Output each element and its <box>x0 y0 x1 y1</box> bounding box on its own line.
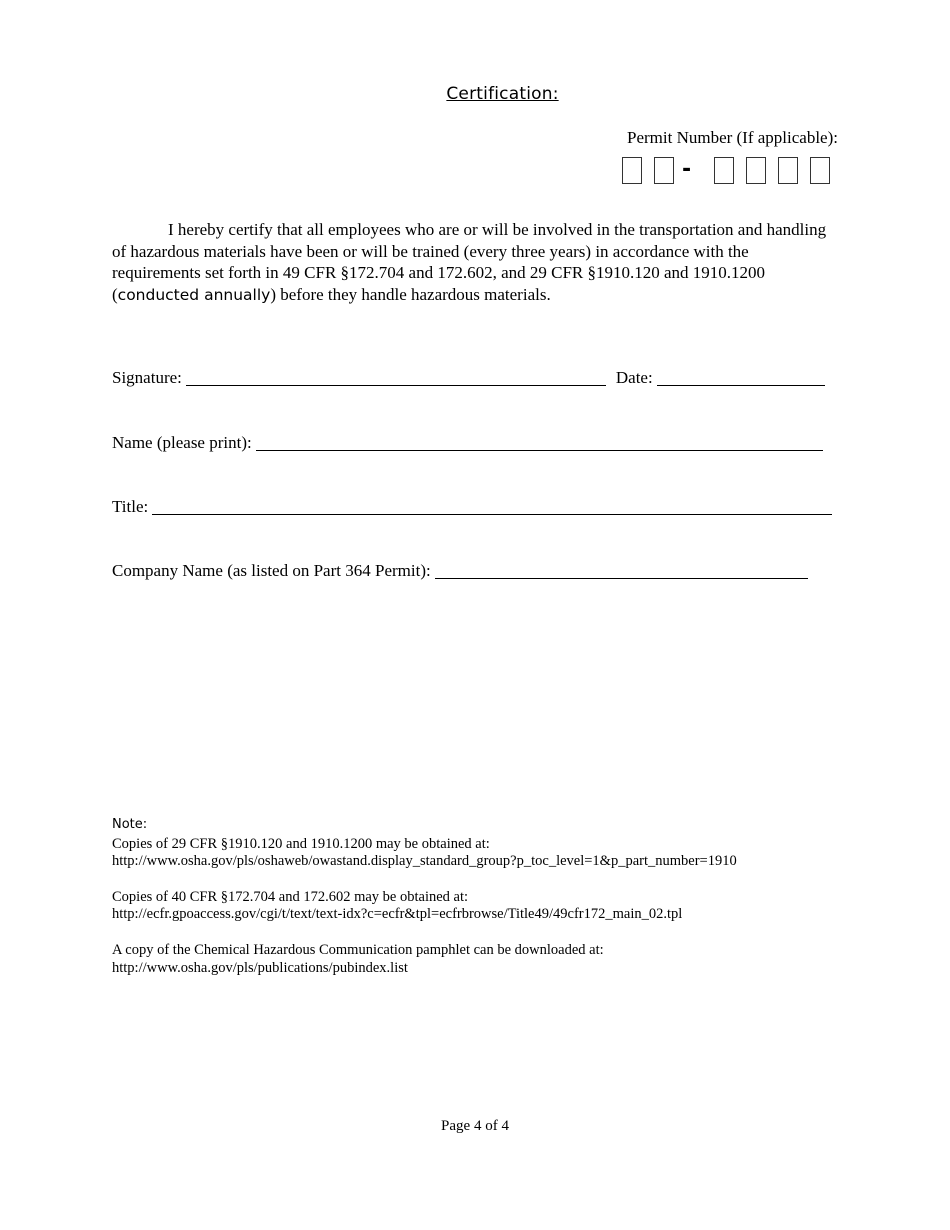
signature-row <box>112 368 825 388</box>
company-label: Company Name (as listed on Part 364 Permit): <box>112 561 431 580</box>
note-heading: Note: <box>112 817 148 832</box>
permit-number-label: Permit Number (If applicable): <box>626 128 838 147</box>
note-link[interactable]: http://www.osha.gov/pls/oshaweb/owastand.display_standard_group?p_toc_level=1&p_part_number=1910 <box>112 853 737 869</box>
signature-field[interactable] <box>186 384 606 386</box>
signature-label: Signature: <box>112 368 182 387</box>
note-text: Copies of 29 CFR §1910.120 and 1910.1200 may be obtained at: <box>112 836 490 852</box>
permit-digit-box-3[interactable] <box>714 157 734 184</box>
permit-digit-box-4[interactable] <box>746 157 766 184</box>
permit-digit-box-1[interactable] <box>622 157 642 184</box>
title-field[interactable] <box>152 513 832 515</box>
name-label: Name (please print): <box>112 433 252 452</box>
note-text: A copy of the Chemical Hazardous Communication pamphlet can be downloaded at: <box>112 942 604 958</box>
name-field[interactable] <box>256 449 823 451</box>
permit-digit-box-5[interactable] <box>778 157 798 184</box>
date-label: Date: <box>615 368 653 387</box>
name-row <box>112 433 823 453</box>
note-text: Copies of 40 CFR §172.704 and 172.602 may be obtained at: <box>112 889 469 905</box>
certification-text-before: I hereby certify that all employees who are or will be involved in the transportation and handling of hazardous materials have been or will be trained (every three years) in accordance with the requirements set forth in 49 CFR §172.704 and 172.602, and 29 CFR §1910.120 and 1910.1200 ( <box>112 220 827 304</box>
note-link[interactable]: http://www.osha.gov/pls/publications/pubindex.list <box>112 960 408 976</box>
page-title: Certification: <box>446 84 559 104</box>
permit-digit-box-6[interactable] <box>810 157 830 184</box>
title-row <box>112 497 832 517</box>
permit-separator: - <box>682 157 692 182</box>
company-row <box>112 561 808 581</box>
date-field[interactable] <box>657 384 825 386</box>
company-field[interactable] <box>435 577 808 579</box>
permit-number-input-group <box>622 157 842 187</box>
certification-statement <box>112 219 840 306</box>
certification-emphasis: conducted annually <box>117 285 271 304</box>
certification-text-after: ) before they handle hazardous materials. <box>270 284 551 304</box>
page-number: Page 4 of 4 <box>441 1118 509 1134</box>
permit-digit-box-2[interactable] <box>654 157 674 184</box>
title-label: Title: <box>112 497 149 516</box>
note-link[interactable]: http://ecfr.gpoaccess.gov/cgi/t/text/text-idx?c=ecfr&tpl=ecfrbrowse/Title49/49cfr172_main_02.tpl <box>112 906 683 922</box>
